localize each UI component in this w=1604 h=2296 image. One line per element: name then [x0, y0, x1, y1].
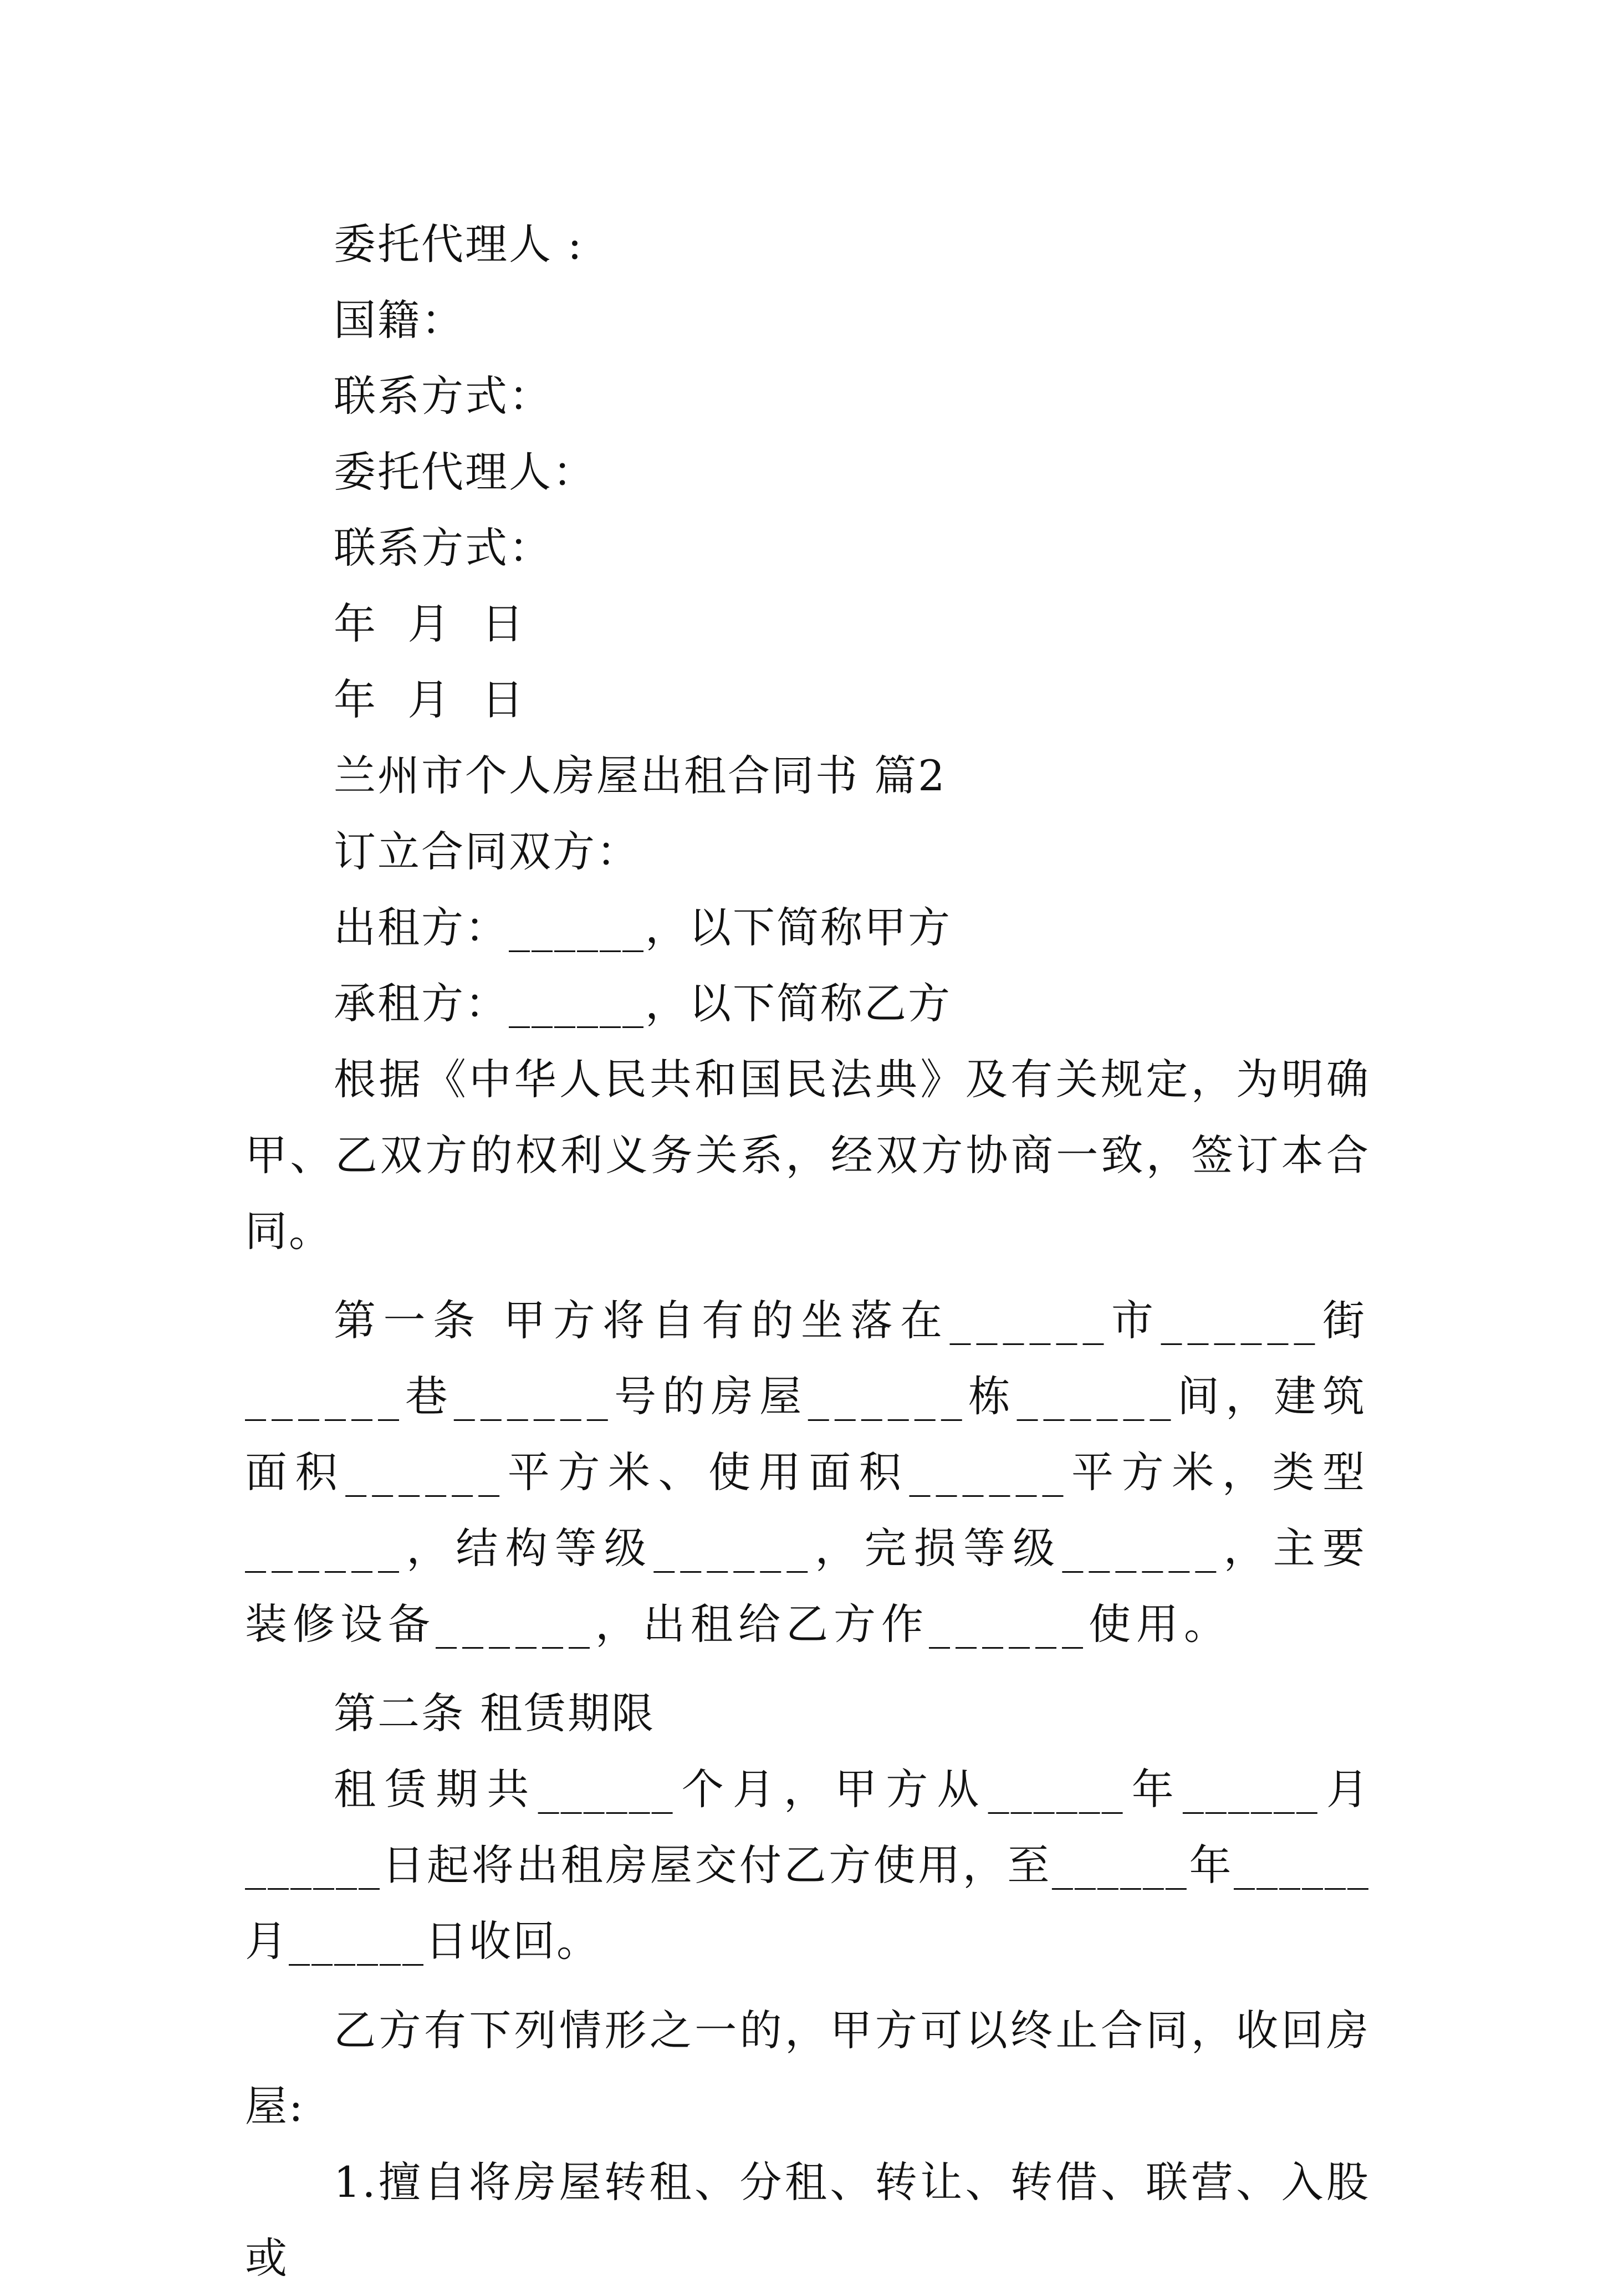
parties-heading: 订立合同双方： — [334, 827, 640, 876]
section-title: 兰州市个人房屋出租合同书 篇2 — [334, 751, 947, 800]
spacer — [245, 1662, 1370, 1675]
contact-label: 联系方式： — [334, 371, 553, 421]
date-line-1: 年 月 日 — [334, 599, 525, 648]
lessee-line: 承租方：______，以下简称乙方 — [334, 979, 952, 1028]
article-2-heading: 第二条 租赁期限 — [334, 1689, 656, 1738]
date-line-2: 年 月 日 — [334, 675, 525, 724]
lessor-line: 出租方：______，以下简称甲方 — [334, 903, 952, 952]
lease-term-paragraph: 租赁期共______个月，甲方从______年______月______日起将出租房屋交付乙方使用，至______年______月______日收回。 — [245, 1765, 1370, 1966]
article-1-paragraph: 第一条 甲方将自有的坐落在______市______街______巷______号的房屋______栋______间，建筑面积______平方米、使用面积______平方米，类型______，结构等级______，完损等级______，主要装修设备______，出租给乙方作______使用。 — [245, 1296, 1370, 1649]
agent-label-2: 委托代理人： — [334, 447, 596, 497]
spacer — [245, 1269, 1370, 1282]
termination-item-1: 1.擅自将房屋转租、分租、转让、转借、联营、入股或 — [245, 2157, 1370, 2283]
preamble-paragraph: 根据《中华人民共和国民法典》及有关规定，为明确甲、乙双方的权利义务关系，经双方协商一致，签订本合同。 — [245, 1055, 1370, 1256]
contact-label-2: 联系方式： — [334, 523, 553, 572]
spacer — [245, 1979, 1370, 1992]
agent-label: 委托代理人 : — [334, 219, 584, 269]
termination-intro: 乙方有下列情形之一的，甲方可以终止合同，收回房屋: — [245, 2006, 1370, 2131]
nationality-label: 国籍： — [334, 295, 465, 345]
document-body — [245, 206, 1370, 2296]
